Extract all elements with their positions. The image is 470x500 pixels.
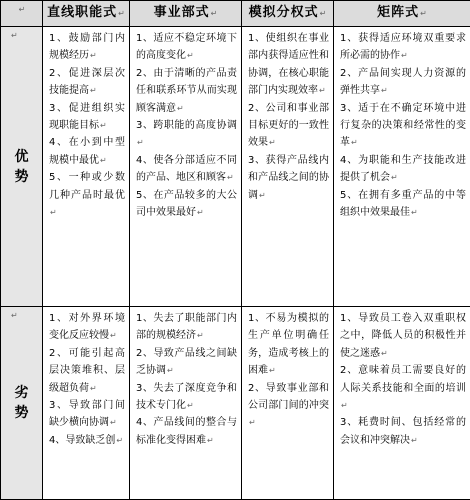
list-item-text: 3、导致部门间缺少横向协调	[49, 400, 125, 428]
list-item-text: 4、导致缺乏创	[49, 435, 115, 446]
list-item	[49, 397, 125, 432]
row-header-disadvantages	[1, 307, 43, 500]
list-item	[136, 345, 237, 380]
paragraph-mark-icon: ↵	[259, 191, 266, 200]
list-item	[340, 100, 466, 152]
paragraph-mark-icon: ↵	[110, 331, 117, 340]
list-item-text: 3、促进组织实现职能目标	[49, 103, 125, 131]
paragraph-mark-icon: ↵	[118, 9, 125, 18]
paragraph-mark-icon: ↵	[381, 86, 388, 95]
list-item-text: 4、为职能和生产技能改进提供了机会	[340, 155, 466, 183]
paragraph-mark-icon: ↵	[381, 349, 388, 358]
paragraph-mark-icon: ↵	[11, 311, 18, 320]
cell-advantages-simulated-decentralized	[242, 27, 334, 307]
column-header-simulated-decentralized: 模拟分权式↵	[242, 1, 334, 27]
row-label: 劣 势	[1, 383, 42, 423]
list-item	[49, 30, 125, 65]
list-item-text: 2、由于清晰的产品责任和联系环节从而实现顾客满意	[136, 68, 237, 114]
list-item-text: 2、意味着员工需要良好的人际关系技能和全面的培训	[340, 365, 466, 393]
list-item	[49, 345, 125, 397]
list-item	[340, 414, 466, 449]
paragraph-mark-icon: ↵	[319, 86, 326, 95]
list-item	[248, 380, 329, 432]
list-item-text: 1、不易为模拟的生产单位明确任务，造成考核上的困难	[248, 313, 329, 376]
list-item-text: 2、导致产品线之间缺乏协调	[136, 348, 237, 376]
list-item-text: 3、耗费时间、包括经常的会议和冲突解决	[340, 417, 466, 445]
list-item	[136, 187, 237, 222]
advantages-row	[1, 27, 470, 307]
list-item	[136, 380, 237, 415]
paragraph-mark-icon: ↵	[227, 173, 234, 182]
cell-disadvantages-line-functional	[43, 307, 130, 500]
row-header-advantages	[1, 27, 43, 307]
list-item-text: 3、跨职能的高度协调	[136, 120, 237, 131]
list-item-text: 2、促进深层次技能提高	[49, 68, 125, 96]
list-item	[49, 310, 125, 345]
paragraph-mark-icon: ↵	[420, 9, 427, 18]
header-row	[1, 1, 470, 27]
list-item	[136, 414, 237, 449]
list-item-text: 4、使各分部适应不同的产品、地区和顾客	[136, 155, 237, 183]
column-header-divisional: 事业部式↵	[130, 1, 242, 27]
list-item	[49, 65, 125, 100]
list-item	[136, 152, 237, 187]
paragraph-mark-icon: ↵	[269, 138, 276, 147]
paragraph-mark-icon: ↵	[187, 401, 194, 410]
list-item-text: 5、在产品较多的大公司中效果最好	[136, 190, 237, 218]
cell-disadvantages-matrix	[334, 307, 470, 500]
paragraph-mark-icon: ↵	[211, 9, 218, 18]
list-item	[340, 187, 466, 222]
list-item-text: 1、导致员工卷入双重职权之中，降低人员的积极性并使之迷惑	[340, 313, 466, 359]
paragraph-mark-icon: ↵	[269, 366, 276, 375]
paragraph-mark-icon: ↵	[110, 418, 117, 427]
paragraph-mark-icon: ↵	[100, 156, 107, 165]
paragraph-mark-icon: ↵	[187, 51, 194, 60]
cell-advantages-divisional	[130, 27, 242, 307]
list-item	[49, 432, 125, 449]
list-item-text: 1、鼓励部门内规模经历	[49, 33, 125, 61]
list-item	[248, 152, 329, 204]
list-item	[136, 117, 237, 152]
list-item-text: 2、可能引起高层决策堆积、层级超负荷	[49, 348, 125, 394]
row-label: 优 势	[1, 147, 42, 187]
list-item	[340, 152, 466, 187]
list-item	[49, 100, 125, 135]
list-item-text: 5、在拥有多重产品的中等组织中效果最佳	[340, 190, 466, 218]
cell-advantages-matrix	[334, 27, 470, 307]
list-item-text: 1、使组织在事业部内获得适应性和协调，在核心职能部门内实现效率	[248, 33, 329, 96]
list-item-text: 4、产品线间的整合与标准化变得困难	[136, 417, 237, 445]
column-header-matrix: 矩阵式↵	[334, 1, 470, 27]
list-item-text: 3、获得产品线内和产品线之间的协调	[248, 155, 329, 201]
list-item	[49, 169, 125, 221]
paragraph-mark-icon: ↵	[391, 173, 398, 182]
paragraph-mark-icon: ↵	[341, 401, 348, 410]
list-item-text: 5、一种或少数几种产品时最优	[49, 172, 125, 200]
paragraph-mark-icon: ↵	[320, 9, 327, 18]
paragraph-mark-icon: ↵	[411, 436, 418, 445]
paragraph-mark-icon: ↵	[411, 208, 418, 217]
paragraph-mark-icon: ↵	[401, 51, 408, 60]
list-item	[248, 100, 329, 152]
paragraph-mark-icon: ↵	[177, 104, 184, 113]
cell-disadvantages-divisional	[130, 307, 242, 500]
paragraph-mark-icon: ↵	[19, 5, 26, 14]
list-item	[340, 310, 466, 362]
paragraph-mark-icon: ↵	[197, 331, 204, 340]
list-item	[248, 310, 329, 380]
paragraph-mark-icon: ↵	[137, 138, 144, 147]
list-item	[136, 30, 237, 65]
paragraph-mark-icon: ↵	[90, 51, 97, 60]
paragraph-mark-icon: ↵	[90, 86, 97, 95]
list-item-text: 2、导致事业部和公司部门间的冲突	[248, 383, 329, 411]
paragraph-mark-icon: ↵	[207, 436, 214, 445]
column-header-line-functional: 直线职能式↵	[43, 1, 130, 27]
paragraph-mark-icon: ↵	[351, 138, 358, 147]
list-item-text: 1、失去了职能部门内部的规模经济	[136, 313, 237, 341]
paragraph-mark-icon: ↵	[197, 208, 204, 217]
list-item-text: 1、获得适应环境双重要求所必需的协作	[340, 33, 466, 61]
list-item	[49, 134, 125, 169]
list-item	[248, 30, 329, 100]
list-item-text: 1、对外界环境变化反应较慢	[49, 313, 125, 341]
corner-cell	[1, 1, 43, 27]
list-item	[340, 30, 466, 65]
paragraph-mark-icon: ↵	[249, 418, 256, 427]
list-item-text: 3、适于在不确定环境中进行复杂的决策和经常性的变革	[340, 103, 466, 149]
paragraph-mark-icon: ↵	[11, 31, 18, 40]
paragraph-mark-icon: ↵	[100, 121, 107, 130]
list-item-text: 2、公司和事业部目标更好的一致性效果	[248, 103, 329, 149]
paragraph-mark-icon: ↵	[116, 436, 123, 445]
list-item-text: 4、在小到中型规模中最优	[49, 137, 125, 165]
list-item-text: 1、适应不稳定环境下的高度变化	[136, 33, 237, 61]
list-item	[136, 310, 237, 345]
cell-disadvantages-simulated-decentralized	[242, 307, 334, 500]
cell-advantages-line-functional	[43, 27, 130, 307]
disadvantages-row	[1, 307, 470, 500]
list-item-text: 2、产品间实现人力资源的弹性共享	[340, 68, 466, 96]
list-item	[340, 65, 466, 100]
list-item	[340, 362, 466, 414]
paragraph-mark-icon: ↵	[90, 384, 97, 393]
list-item-text: 3、失去了深度竞争和技术专门化	[136, 383, 237, 411]
list-item	[136, 65, 237, 117]
paragraph-mark-icon: ↵	[50, 208, 57, 217]
paragraph-mark-icon: ↵	[167, 366, 174, 375]
